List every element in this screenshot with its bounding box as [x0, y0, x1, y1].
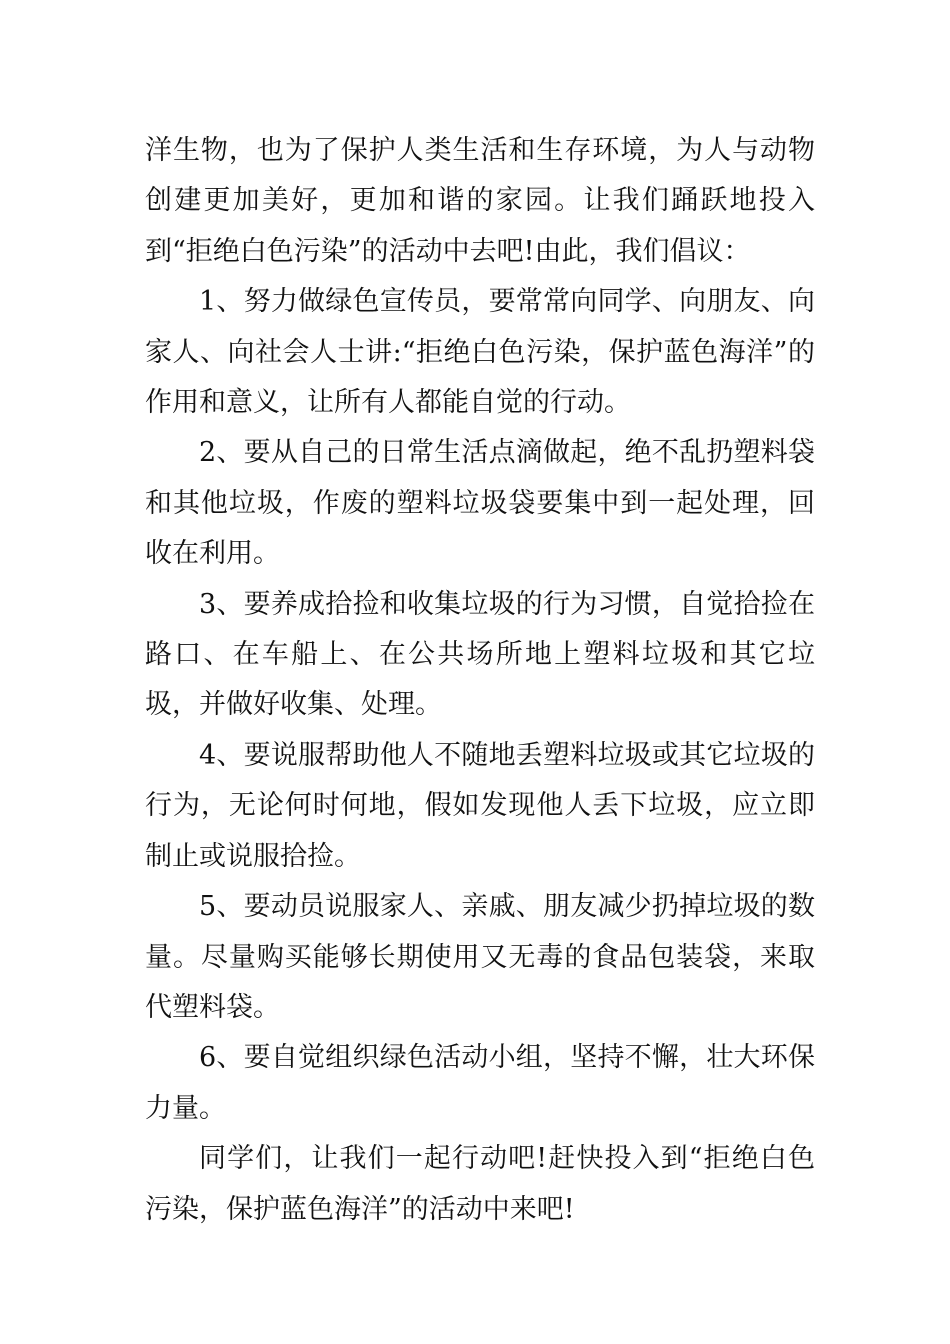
- paragraph-proposal-6: 6、要自觉组织绿色活动小组，坚持不懈，壮大环保力量。: [145, 1042, 815, 1124]
- paragraph-proposal-1: 1、努力做绿色宣传员，要常常向同学、向朋友、向家人、向社会人士讲:“拒绝白色污染，保护蓝色海洋”的作用和意义，让所有人都能自觉的行动。: [145, 286, 815, 419]
- paragraph-proposal-4: 4、要说服帮助他人不随地丢塑料垃圾或其它垃圾的行为，无论何时何地，假如发现他人丢下垃圾，应立即制止或说服拾捡。: [145, 739, 815, 872]
- document-body: [145, 126, 815, 1235]
- paragraph-proposal-5: 5、要动员说服家人、亲戚、朋友减少扔掉垃圾的数量。尽量购买能够长期使用又无毒的食品包装袋，来取代塑料袋。: [145, 891, 815, 1023]
- paragraph-proposal-3: 3、要养成拾捡和收集垃圾的行为习惯，自觉拾捡在路口、在车船上、在公共场所地上塑料垃圾和其它垃圾，并做好收集、处理。: [145, 588, 815, 721]
- paragraph-intro-continued: 洋生物，也为了保护人类生活和生存环境，为人与动物创建更加美好，更加和谐的家园。让我们踊跃地投入到“拒绝白色污染”的活动中去吧!由此，我们倡议：: [145, 135, 815, 267]
- paragraph-proposal-2: 2、要从自己的日常生活点滴做起，绝不乱扔塑料袋和其他垃圾，作废的塑料垃圾袋要集中到一起处理，回收在利用。: [145, 437, 815, 570]
- paragraph-closing-call: 同学们，让我们一起行动吧!赶快投入到“拒绝白色污染，保护蓝色海洋”的活动中来吧!: [145, 1143, 815, 1225]
